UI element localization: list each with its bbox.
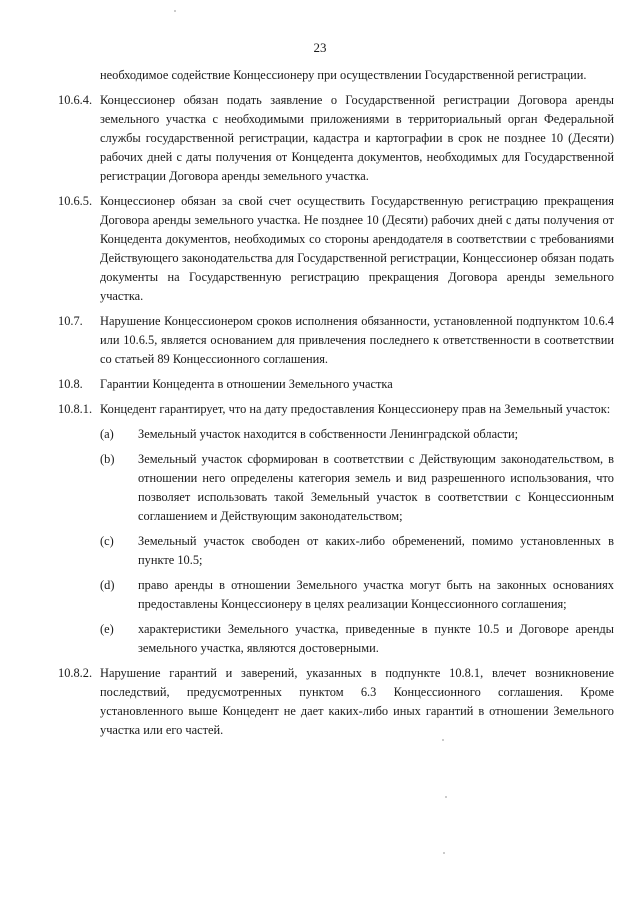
clause-text: Нарушение Концессионером сроков исполнения обязанности, установленной подпунктом 10.6.4 или 10.6.5, является основанием для привлечения последнего к ответственности в соответствии со статьей 89 Концессионного соглашения. — [100, 314, 614, 366]
subitem-text: право аренды в отношении Земельного участка могут быть на законных основаниях предоставлены Концессионеру в целях реализации Концессионного соглашения; — [138, 578, 614, 611]
subitem-text: Земельный участок свободен от каких-либо обременений, помимо установленных в пункте 10.5; — [138, 534, 614, 567]
subitem-marker: (d) — [100, 578, 115, 592]
clause-10-7 — [58, 312, 614, 369]
clause-number: 10.7. — [58, 314, 83, 328]
page-number: 23 — [313, 40, 327, 55]
clause-number: 10.8. — [58, 377, 83, 391]
scan-speck — [443, 852, 445, 854]
clause-10-6-5 — [58, 192, 614, 306]
clause-10-8-1 — [58, 400, 614, 419]
subitem-text: Земельный участок находится в собственности Ленинградской области; — [138, 427, 519, 441]
clause-number: 10.8.1. — [58, 402, 93, 416]
subitem-c — [100, 532, 614, 570]
clause-number: 10.6.5. — [58, 194, 93, 208]
clause-10-8 — [58, 375, 614, 394]
scan-speck — [442, 739, 444, 741]
subitem-marker: (b) — [100, 452, 115, 466]
subitem-text: Земельный участок сформирован в соответствии с Действующим законодательством, в отношении него определены категория земель и вид разрешенного использования, что позволяет использовать такой Земельный участок в соответствии с Концессионным соглашением и Действующим законодательством; — [138, 452, 614, 523]
subitem-e — [100, 620, 614, 658]
subitem-marker: (a) — [100, 427, 114, 441]
document-body — [58, 66, 614, 746]
subitem-b — [100, 450, 614, 526]
subitem-marker: (c) — [100, 534, 114, 548]
clause-text: Концессионер обязан за свой счет осуществить Государственную регистрацию прекращения Договора аренды земельного участка. Не позднее 10 (Десяти) рабочих дней с даты получения от Концедента документов, необходимых со стороны арендодателя в соответствии с требованиями Действующего законодательства для Государственной регистрации, Концессионер обязан подать документы на Государственную регистрацию прекращения Договора аренды земельного участка. — [100, 194, 614, 303]
subitem-marker: (e) — [100, 622, 114, 636]
scan-speck — [445, 796, 447, 798]
subitem-d — [100, 576, 614, 614]
clause-text: Концессионер обязан подать заявление о Государственной регистрации Договора аренды земельного участка с необходимыми приложениями в территориальный орган Федеральной службы государственной регистрации, кадастра и картографии в срок не позднее 10 (Десяти) рабочих дней с даты получения от Концедента документов, необходимых для Государственной регистрации Договора аренды земельного участка. — [100, 93, 614, 183]
clause-10-8-2 — [58, 664, 614, 740]
clause-10-6-4 — [58, 91, 614, 186]
subitem-a — [100, 425, 614, 444]
clause-text: Концедент гарантирует, что на дату предоставления Концессионеру прав на Земельный участок: — [100, 402, 611, 416]
clause-text: Нарушение гарантий и заверений, указанных в подпункте 10.8.1, влечет возникновение последствий, предусмотренных пунктом 6.3 Концессионного соглашения. Кроме установленного выше Концедент не дает каких-либо иных гарантий в отношении Земельного участка или его частей. — [100, 666, 614, 737]
clause-number: 10.6.4. — [58, 93, 93, 107]
continuation-text: необходимое содействие Концессионеру при осуществлении Государственной регистрации. — [100, 68, 587, 82]
clause-number: 10.8.2. — [58, 666, 93, 680]
clause-heading: Гарантии Концедента в отношении Земельного участка — [100, 377, 393, 391]
scan-speck — [174, 10, 176, 12]
subitem-text: характеристики Земельного участка, приведенные в пункте 10.5 и Договоре аренды земельного участка, являются достоверными. — [138, 622, 614, 655]
